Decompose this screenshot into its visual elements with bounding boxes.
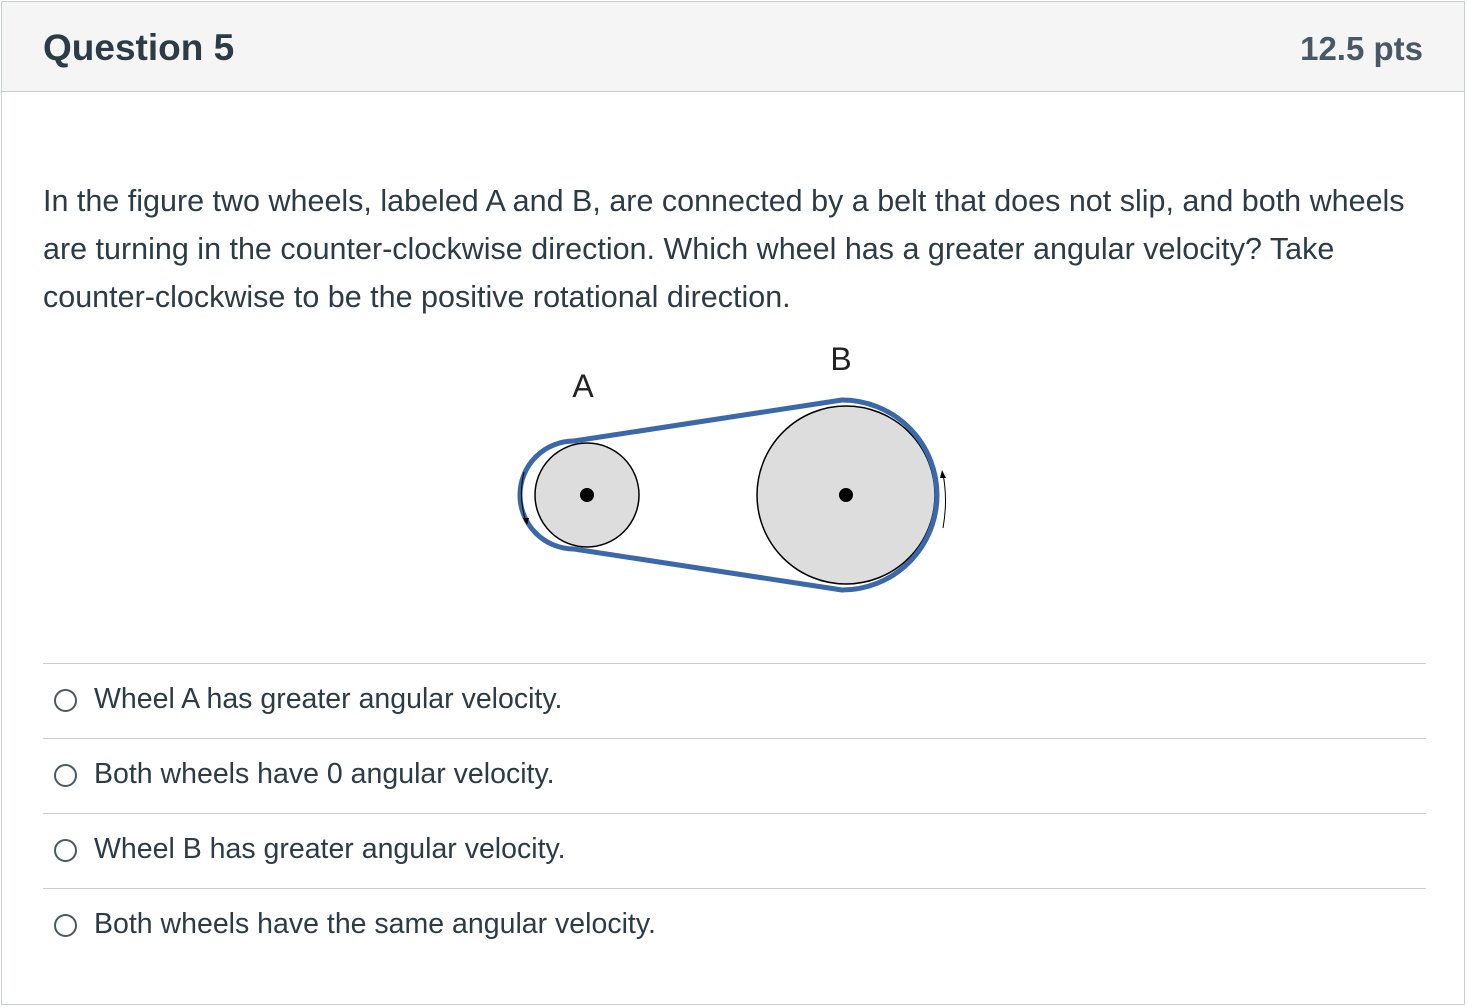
belt-wheels-diagram: [502, 332, 982, 602]
answer-radio[interactable]: [54, 839, 77, 862]
question-points: 12.5 pts: [1300, 30, 1423, 67]
answer-radio[interactable]: [54, 914, 77, 937]
answer-label[interactable]: Wheel B has greater angular velocity.: [94, 833, 566, 865]
answer-label[interactable]: Wheel A has greater angular velocity.: [94, 683, 563, 715]
wheel-b-axle: [839, 488, 853, 502]
rotation-arrow-b: [943, 474, 946, 528]
question-prompt: In the figure two wheels, labeled A and B, are connected by a belt that does not slip, and both wheels are turning in the counter-clockwise direction. Which wheel has a greater angular velocity? Take counter-clockwise to be the positive rotational direction.: [43, 184, 1405, 314]
question-card: [1, 1, 1465, 1005]
question-header: [2, 2, 1464, 92]
answer-radio[interactable]: [54, 764, 77, 787]
question-text: [43, 177, 1433, 321]
answer-option[interactable]: [43, 813, 1426, 888]
answer-option[interactable]: [43, 663, 1426, 738]
rotation-arrowhead-b: [940, 470, 946, 478]
answer-option[interactable]: [43, 888, 1426, 963]
answer-label[interactable]: Both wheels have 0 angular velocity.: [94, 758, 555, 790]
answer-list: [43, 663, 1426, 963]
wheel-a-label: A: [572, 368, 594, 404]
wheel-b-label: B: [830, 341, 852, 377]
answer-option[interactable]: [43, 738, 1426, 813]
question-title: Question 5: [43, 27, 235, 68]
answer-label[interactable]: Both wheels have the same angular velocity.: [94, 908, 656, 940]
wheel-a-axle: [580, 488, 594, 502]
answer-radio[interactable]: [54, 689, 77, 712]
belt-wheels-figure: [502, 332, 982, 602]
